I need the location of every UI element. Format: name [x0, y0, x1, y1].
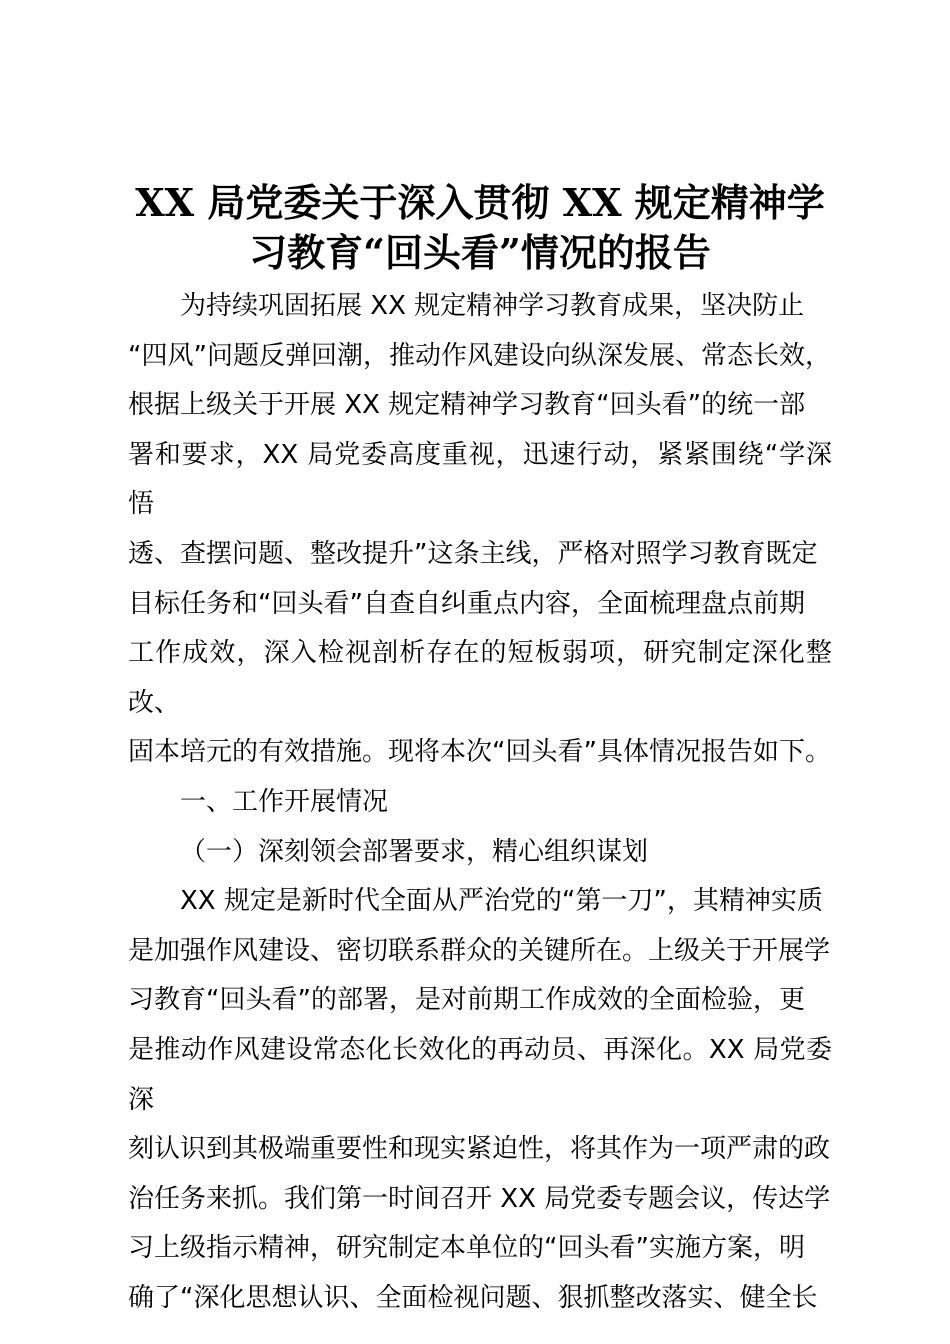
text-line: 是加强作风建设、密切联系群众的关键所在。上级关于开展学	[128, 935, 831, 966]
text-line: 目标任务和“回头看”自查自纠重点内容，全面梳理盘点前期	[128, 588, 805, 619]
text-line: 习教育“回头看”的部署，是对前期工作成效的全面检验，更	[128, 985, 805, 1016]
text-line: 署和要求，XX 局党委高度重视，迅速行动，紧紧围绕“学深悟	[128, 439, 832, 520]
text-line: 刻认识到其极端重要性和现实紧迫性，将其作为一项严肃的政	[128, 1134, 831, 1165]
text-line: 为持续巩固拓展 XX 规定精神学习教育成果，坚决防止	[180, 291, 805, 321]
text-line: 是推动作风建设常态化长效化的再动员、再深化。XX 局党委深	[128, 1034, 832, 1115]
body-paragraph	[128, 877, 832, 1323]
text-line: “四风”问题反弹回潮，推动作风建设向纵深发展、常态长效，	[128, 340, 831, 371]
intro-paragraph	[128, 282, 832, 778]
text-line: XX 规定是新时代全面从严治党的“第一刀”，其精神实质	[180, 886, 823, 917]
subsection-heading	[128, 828, 832, 878]
text-line: 透、查摆问题、整改提升”这条主线，严格对照学习教育既定	[128, 538, 818, 569]
section-heading	[128, 778, 832, 828]
title-line: XX 局党委关于深入贯彻 XX 规定精神学	[135, 180, 825, 225]
text-line: 根据上级关于开展 XX 规定精神学习教育“回头看”的统一部	[128, 390, 806, 421]
text-line: （一）深刻领会部署要求，精心组织谋划	[180, 836, 649, 867]
text-line: 治任务来抓。我们第一时间召开 XX 局党委专题会议，传达学	[128, 1183, 831, 1214]
text-line: 习上级指示精神，研究制定本单位的“回头看”实施方案，明	[128, 1233, 805, 1264]
text-line: 工作成效，深入检视剖析存在的短板弱项，研究制定深化整改、	[128, 638, 832, 718]
text-line: 一、工作开展情况	[180, 786, 389, 817]
title-line: 习教育“回头看”情况的报告	[249, 230, 711, 275]
document-page	[128, 178, 832, 1323]
text-line: 固本培元的有效措施。现将本次“回头看”具体情况报告如下。	[128, 737, 831, 768]
text-line: 确了“深化思想认识、全面检视问题、狠抓整改落实、健全长	[128, 1282, 818, 1313]
document-title	[128, 178, 832, 278]
